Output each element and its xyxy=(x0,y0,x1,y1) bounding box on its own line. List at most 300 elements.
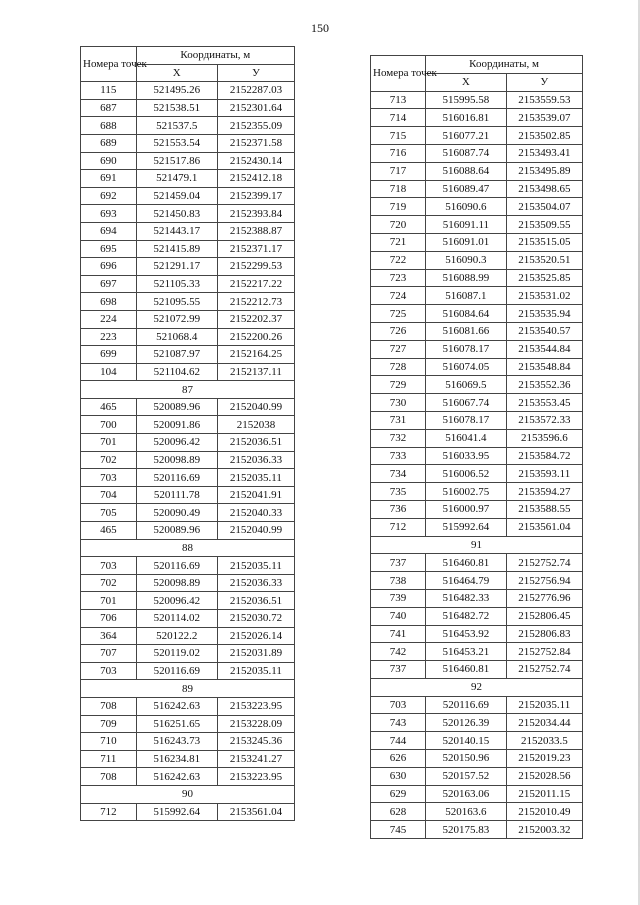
table-row xyxy=(371,180,583,198)
x-coordinate-cell: 516482.33 xyxy=(426,589,507,607)
y-coordinate-cell: 2152040.33 xyxy=(217,504,294,522)
point-number-cell: 626 xyxy=(371,750,426,768)
point-number-cell: 706 xyxy=(81,610,137,628)
table-row xyxy=(371,376,583,394)
point-number-cell: 744 xyxy=(371,732,426,750)
x-coordinate-cell: 516078.17 xyxy=(426,411,507,429)
point-number-cell: 628 xyxy=(371,803,426,821)
x-coordinate-cell: 520098.89 xyxy=(136,574,217,592)
y-coordinate-cell: 2152752.74 xyxy=(506,554,582,572)
y-coordinate-cell: 2152036.33 xyxy=(217,574,294,592)
table-row xyxy=(81,275,295,293)
y-coordinate-cell: 2152035.11 xyxy=(506,696,582,714)
y-coordinate-cell: 2152806.45 xyxy=(506,607,582,625)
group-number: 90 xyxy=(81,785,295,803)
group-header-row xyxy=(81,680,295,698)
y-coordinate-cell: 2152776.96 xyxy=(506,589,582,607)
table-row xyxy=(81,645,295,663)
point-number-cell: 687 xyxy=(81,99,137,117)
point-number-cell: 741 xyxy=(371,625,426,643)
table-row xyxy=(371,750,583,768)
x-coordinate-cell: 516243.73 xyxy=(136,733,217,751)
table-row xyxy=(81,486,295,504)
table-row xyxy=(81,310,295,328)
x-coordinate-cell: 516090.6 xyxy=(426,198,507,216)
y-coordinate-cell: 2152035.11 xyxy=(217,662,294,680)
point-number-cell: 726 xyxy=(371,322,426,340)
point-number-cell: 708 xyxy=(81,768,137,786)
y-coordinate-cell: 2153502.85 xyxy=(506,127,582,145)
x-coordinate-cell: 516453.92 xyxy=(426,625,507,643)
table-row xyxy=(371,269,583,287)
x-coordinate-cell: 521459.04 xyxy=(136,187,217,205)
y-coordinate-cell: 2152026.14 xyxy=(217,627,294,645)
table-row xyxy=(81,610,295,628)
point-number-cell: 743 xyxy=(371,714,426,732)
x-coordinate-cell: 520119.02 xyxy=(136,645,217,663)
y-coordinate-cell: 2153544.84 xyxy=(506,340,582,358)
x-coordinate-cell: 516078.17 xyxy=(426,340,507,358)
y-coordinate-cell: 2152393.84 xyxy=(217,205,294,223)
point-number-cell: 712 xyxy=(371,518,426,536)
x-coordinate-cell: 516081.66 xyxy=(426,322,507,340)
group-number: 91 xyxy=(371,536,583,554)
x-coordinate-cell: 520111.78 xyxy=(136,486,217,504)
point-number-cell: 703 xyxy=(371,696,426,714)
y-coordinate-cell: 2152038 xyxy=(217,416,294,434)
table-row xyxy=(81,346,295,364)
point-number-cell: 736 xyxy=(371,500,426,518)
y-coordinate-cell: 2152164.25 xyxy=(217,346,294,364)
x-coordinate-cell: 516482.72 xyxy=(426,607,507,625)
point-number-cell: 732 xyxy=(371,429,426,447)
x-coordinate-cell: 515995.58 xyxy=(426,91,507,109)
x-coordinate-cell: 516006.52 xyxy=(426,465,507,483)
x-coordinate-cell: 521538.51 xyxy=(136,99,217,117)
y-coordinate-cell: 2153223.95 xyxy=(217,768,294,786)
x-coordinate-cell: 516088.99 xyxy=(426,269,507,287)
table-row xyxy=(371,714,583,732)
group-header-row xyxy=(371,678,583,696)
x-coordinate-cell: 516453.21 xyxy=(426,643,507,661)
point-number-cell: 712 xyxy=(81,803,137,821)
group-number: 92 xyxy=(371,678,583,696)
table-row xyxy=(371,162,583,180)
x-coordinate-cell: 520157.52 xyxy=(426,767,507,785)
y-coordinate-cell: 2153504.07 xyxy=(506,198,582,216)
point-number-cell: 738 xyxy=(371,572,426,590)
point-number-cell: 740 xyxy=(371,607,426,625)
x-coordinate-cell: 516087.74 xyxy=(426,144,507,162)
x-coordinate-cell: 516041.4 xyxy=(426,429,507,447)
table-row xyxy=(371,554,583,572)
x-coordinate-cell: 521087.97 xyxy=(136,346,217,364)
table-row xyxy=(81,82,295,100)
x-coordinate-cell: 516242.63 xyxy=(136,768,217,786)
point-number-cell: 689 xyxy=(81,134,137,152)
point-number-cell: 716 xyxy=(371,144,426,162)
table-row xyxy=(371,305,583,323)
point-number-cell: 703 xyxy=(81,469,137,487)
x-coordinate-cell: 516084.64 xyxy=(426,305,507,323)
table-row xyxy=(81,363,295,381)
y-coordinate-cell: 2153593.11 xyxy=(506,465,582,483)
x-coordinate-cell: 520114.02 xyxy=(136,610,217,628)
point-number-cell: 465 xyxy=(81,522,137,540)
table-row xyxy=(371,732,583,750)
point-number-cell: 696 xyxy=(81,258,137,276)
x-coordinate-cell: 521415.89 xyxy=(136,240,217,258)
table-row xyxy=(371,233,583,251)
y-coordinate-cell: 2153588.55 xyxy=(506,500,582,518)
x-coordinate-cell: 520098.89 xyxy=(136,451,217,469)
y-coordinate-cell: 2152031.89 xyxy=(217,645,294,663)
table-row xyxy=(81,451,295,469)
x-coordinate-cell: 521479.1 xyxy=(136,170,217,188)
table-row xyxy=(371,465,583,483)
table-row xyxy=(81,768,295,786)
y-coordinate-cell: 2153561.04 xyxy=(506,518,582,536)
table-row xyxy=(81,697,295,715)
table-row xyxy=(371,767,583,785)
point-number-cell: 630 xyxy=(371,767,426,785)
point-number-cell: 721 xyxy=(371,233,426,251)
point-number-cell: 695 xyxy=(81,240,137,258)
y-coordinate-cell: 2153559.53 xyxy=(506,91,582,109)
point-number-cell: 724 xyxy=(371,287,426,305)
table-row xyxy=(81,222,295,240)
y-coordinate-cell: 2152212.73 xyxy=(217,293,294,311)
point-number-cell: 715 xyxy=(371,127,426,145)
y-coordinate-cell: 2152355.09 xyxy=(217,117,294,135)
y-coordinate-cell: 2153584.72 xyxy=(506,447,582,465)
y-coordinate-cell: 2152299.53 xyxy=(217,258,294,276)
group-header-row xyxy=(81,539,295,557)
table-row xyxy=(81,662,295,680)
x-coordinate-cell: 520096.42 xyxy=(136,592,217,610)
y-coordinate-cell: 2152217.22 xyxy=(217,275,294,293)
table-row xyxy=(371,821,583,839)
point-number-cell: 693 xyxy=(81,205,137,223)
x-coordinate-cell: 521105.33 xyxy=(136,275,217,293)
point-number-cell: 694 xyxy=(81,222,137,240)
header-points: Номера точек xyxy=(81,47,137,82)
header-x: X xyxy=(426,73,507,91)
x-coordinate-cell: 521517.86 xyxy=(136,152,217,170)
y-coordinate-cell: 2152036.51 xyxy=(217,592,294,610)
point-number-cell: 364 xyxy=(81,627,137,645)
y-coordinate-cell: 2153520.51 xyxy=(506,251,582,269)
header-points: Номера точек xyxy=(371,56,426,92)
x-coordinate-cell: 521068.4 xyxy=(136,328,217,346)
header-coordinates: Координаты, м xyxy=(426,56,583,74)
point-number-cell: 104 xyxy=(81,363,137,381)
point-number-cell: 223 xyxy=(81,328,137,346)
table-row xyxy=(81,627,295,645)
y-coordinate-cell: 2153572.33 xyxy=(506,411,582,429)
table-row xyxy=(81,469,295,487)
table-row xyxy=(81,398,295,416)
y-coordinate-cell: 2153561.04 xyxy=(217,803,294,821)
point-number-cell: 728 xyxy=(371,358,426,376)
y-coordinate-cell: 2152019.23 xyxy=(506,750,582,768)
table-row xyxy=(371,625,583,643)
y-coordinate-cell: 2152287.03 xyxy=(217,82,294,100)
x-coordinate-cell: 521291.17 xyxy=(136,258,217,276)
table-row xyxy=(371,483,583,501)
x-coordinate-cell: 520116.69 xyxy=(426,696,507,714)
y-coordinate-cell: 2152041.91 xyxy=(217,486,294,504)
table-row xyxy=(81,574,295,592)
table-row xyxy=(371,251,583,269)
point-number-cell: 731 xyxy=(371,411,426,429)
group-header-row xyxy=(371,536,583,554)
point-number-cell: 709 xyxy=(81,715,137,733)
y-coordinate-cell: 2153515.05 xyxy=(506,233,582,251)
point-number-cell: 714 xyxy=(371,109,426,127)
point-number-cell: 745 xyxy=(371,821,426,839)
x-coordinate-cell: 521104.62 xyxy=(136,363,217,381)
table-row xyxy=(371,340,583,358)
table-row xyxy=(81,205,295,223)
x-coordinate-cell: 520122.2 xyxy=(136,627,217,645)
y-coordinate-cell: 2152035.11 xyxy=(217,557,294,575)
group-header-row xyxy=(81,785,295,803)
y-coordinate-cell: 2153548.84 xyxy=(506,358,582,376)
table-row xyxy=(81,522,295,540)
header-y: У xyxy=(217,64,294,82)
y-coordinate-cell: 2152030.72 xyxy=(217,610,294,628)
y-coordinate-cell: 2153540.57 xyxy=(506,322,582,340)
x-coordinate-cell: 520126.39 xyxy=(426,714,507,732)
x-coordinate-cell: 516067.74 xyxy=(426,394,507,412)
y-coordinate-cell: 2152034.44 xyxy=(506,714,582,732)
table-row xyxy=(371,696,583,714)
x-coordinate-cell: 516000.97 xyxy=(426,500,507,518)
point-number-cell: 692 xyxy=(81,187,137,205)
y-coordinate-cell: 2153553.45 xyxy=(506,394,582,412)
table-row xyxy=(81,715,295,733)
point-number-cell: 224 xyxy=(81,310,137,328)
point-number-cell: 729 xyxy=(371,376,426,394)
point-number-cell: 718 xyxy=(371,180,426,198)
table-row xyxy=(371,518,583,536)
x-coordinate-cell: 516089.47 xyxy=(426,180,507,198)
point-number-cell: 737 xyxy=(371,554,426,572)
y-coordinate-cell: 2152752.84 xyxy=(506,643,582,661)
y-coordinate-cell: 2152388.87 xyxy=(217,222,294,240)
x-coordinate-cell: 520089.96 xyxy=(136,522,217,540)
x-coordinate-cell: 516016.81 xyxy=(426,109,507,127)
table-row xyxy=(81,240,295,258)
x-coordinate-cell: 515992.64 xyxy=(426,518,507,536)
y-coordinate-cell: 2152036.51 xyxy=(217,434,294,452)
header-coordinates: Координаты, м xyxy=(136,47,294,65)
table-row xyxy=(81,117,295,135)
point-number-cell: 698 xyxy=(81,293,137,311)
x-coordinate-cell: 516074.05 xyxy=(426,358,507,376)
y-coordinate-cell: 2152371.58 xyxy=(217,134,294,152)
y-coordinate-cell: 2152752.74 xyxy=(506,661,582,679)
x-coordinate-cell: 515992.64 xyxy=(136,803,217,821)
x-coordinate-cell: 520090.49 xyxy=(136,504,217,522)
table-row xyxy=(371,785,583,803)
y-coordinate-cell: 2153509.55 xyxy=(506,216,582,234)
table-row xyxy=(371,589,583,607)
group-header-row xyxy=(81,381,295,399)
x-coordinate-cell: 516069.5 xyxy=(426,376,507,394)
y-coordinate-cell: 2153594.27 xyxy=(506,483,582,501)
group-number: 88 xyxy=(81,539,295,557)
x-coordinate-cell: 520163.6 xyxy=(426,803,507,821)
point-number-cell: 723 xyxy=(371,269,426,287)
y-coordinate-cell: 2153241.27 xyxy=(217,750,294,768)
point-number-cell: 730 xyxy=(371,394,426,412)
y-coordinate-cell: 2152003.32 xyxy=(506,821,582,839)
x-coordinate-cell: 516090.3 xyxy=(426,251,507,269)
x-coordinate-cell: 521443.17 xyxy=(136,222,217,240)
y-coordinate-cell: 2152028.56 xyxy=(506,767,582,785)
x-coordinate-cell: 520091.86 xyxy=(136,416,217,434)
x-coordinate-cell: 516033.95 xyxy=(426,447,507,465)
x-coordinate-cell: 516087.1 xyxy=(426,287,507,305)
table-row xyxy=(81,134,295,152)
table-row xyxy=(81,416,295,434)
y-coordinate-cell: 2152040.99 xyxy=(217,398,294,416)
table-row xyxy=(371,447,583,465)
table-body-left xyxy=(81,82,295,821)
page-number: 150 xyxy=(311,21,329,35)
x-coordinate-cell: 516242.63 xyxy=(136,697,217,715)
group-number: 89 xyxy=(81,680,295,698)
table-row xyxy=(81,592,295,610)
x-coordinate-cell: 520150.96 xyxy=(426,750,507,768)
y-coordinate-cell: 2152137.11 xyxy=(217,363,294,381)
y-coordinate-cell: 2153552.36 xyxy=(506,376,582,394)
table-row xyxy=(81,293,295,311)
x-coordinate-cell: 520116.69 xyxy=(136,557,217,575)
y-coordinate-cell: 2153223.95 xyxy=(217,697,294,715)
point-number-cell: 703 xyxy=(81,557,137,575)
y-coordinate-cell: 2152412.18 xyxy=(217,170,294,188)
x-coordinate-cell: 516251.65 xyxy=(136,715,217,733)
table-row xyxy=(371,572,583,590)
point-number-cell: 701 xyxy=(81,434,137,452)
x-coordinate-cell: 521495.26 xyxy=(136,82,217,100)
table-row xyxy=(371,607,583,625)
table-row xyxy=(371,643,583,661)
point-number-cell: 115 xyxy=(81,82,137,100)
y-coordinate-cell: 2153245.36 xyxy=(217,733,294,751)
y-coordinate-cell: 2153539.07 xyxy=(506,109,582,127)
table-row xyxy=(371,322,583,340)
table-row xyxy=(371,411,583,429)
table-row xyxy=(371,91,583,109)
point-number-cell: 734 xyxy=(371,465,426,483)
table-row xyxy=(371,358,583,376)
x-coordinate-cell: 521537.5 xyxy=(136,117,217,135)
table-row xyxy=(81,803,295,821)
table-row xyxy=(81,434,295,452)
table-row xyxy=(371,216,583,234)
table-row xyxy=(371,803,583,821)
table-row xyxy=(81,187,295,205)
point-number-cell: 690 xyxy=(81,152,137,170)
table-row xyxy=(81,170,295,188)
table-row xyxy=(371,661,583,679)
x-coordinate-cell: 520089.96 xyxy=(136,398,217,416)
x-coordinate-cell: 516077.21 xyxy=(426,127,507,145)
table-row xyxy=(81,99,295,117)
point-number-cell: 711 xyxy=(81,750,137,768)
table-row xyxy=(371,500,583,518)
point-number-cell: 735 xyxy=(371,483,426,501)
header-y: У xyxy=(506,73,582,91)
x-coordinate-cell: 516088.64 xyxy=(426,162,507,180)
x-coordinate-cell: 516091.01 xyxy=(426,233,507,251)
table-row xyxy=(81,750,295,768)
x-coordinate-cell: 521450.83 xyxy=(136,205,217,223)
point-number-cell: 720 xyxy=(371,216,426,234)
coordinates-table-left xyxy=(80,46,295,821)
x-coordinate-cell: 516234.81 xyxy=(136,750,217,768)
table-row xyxy=(371,144,583,162)
x-coordinate-cell: 521553.54 xyxy=(136,134,217,152)
y-coordinate-cell: 2152756.94 xyxy=(506,572,582,590)
point-number-cell: 704 xyxy=(81,486,137,504)
table-row xyxy=(81,328,295,346)
y-coordinate-cell: 2152371.17 xyxy=(217,240,294,258)
y-coordinate-cell: 2152430.14 xyxy=(217,152,294,170)
coordinates-table-right xyxy=(370,55,583,839)
y-coordinate-cell: 2153596.6 xyxy=(506,429,582,447)
y-coordinate-cell: 2152202.37 xyxy=(217,310,294,328)
table-row xyxy=(371,394,583,412)
x-coordinate-cell: 516464.79 xyxy=(426,572,507,590)
table-row xyxy=(81,504,295,522)
point-number-cell: 701 xyxy=(81,592,137,610)
x-coordinate-cell: 520096.42 xyxy=(136,434,217,452)
table-row xyxy=(81,152,295,170)
x-coordinate-cell: 521072.99 xyxy=(136,310,217,328)
y-coordinate-cell: 2152035.11 xyxy=(217,469,294,487)
table-row xyxy=(371,109,583,127)
y-coordinate-cell: 2153493.41 xyxy=(506,144,582,162)
point-number-cell: 727 xyxy=(371,340,426,358)
x-coordinate-cell: 516460.81 xyxy=(426,661,507,679)
x-coordinate-cell: 520140.15 xyxy=(426,732,507,750)
x-coordinate-cell: 520175.83 xyxy=(426,821,507,839)
point-number-cell: 719 xyxy=(371,198,426,216)
point-number-cell: 697 xyxy=(81,275,137,293)
y-coordinate-cell: 2153525.85 xyxy=(506,269,582,287)
point-number-cell: 722 xyxy=(371,251,426,269)
point-number-cell: 691 xyxy=(81,170,137,188)
y-coordinate-cell: 2153498.65 xyxy=(506,180,582,198)
point-number-cell: 629 xyxy=(371,785,426,803)
table-row xyxy=(81,258,295,276)
x-coordinate-cell: 516091.11 xyxy=(426,216,507,234)
y-coordinate-cell: 2152399.17 xyxy=(217,187,294,205)
y-coordinate-cell: 2153531.02 xyxy=(506,287,582,305)
table-row xyxy=(371,198,583,216)
table-body-right xyxy=(371,91,583,838)
x-coordinate-cell: 516002.75 xyxy=(426,483,507,501)
x-coordinate-cell: 516460.81 xyxy=(426,554,507,572)
point-number-cell: 717 xyxy=(371,162,426,180)
table-row xyxy=(371,127,583,145)
y-coordinate-cell: 2152011.15 xyxy=(506,785,582,803)
